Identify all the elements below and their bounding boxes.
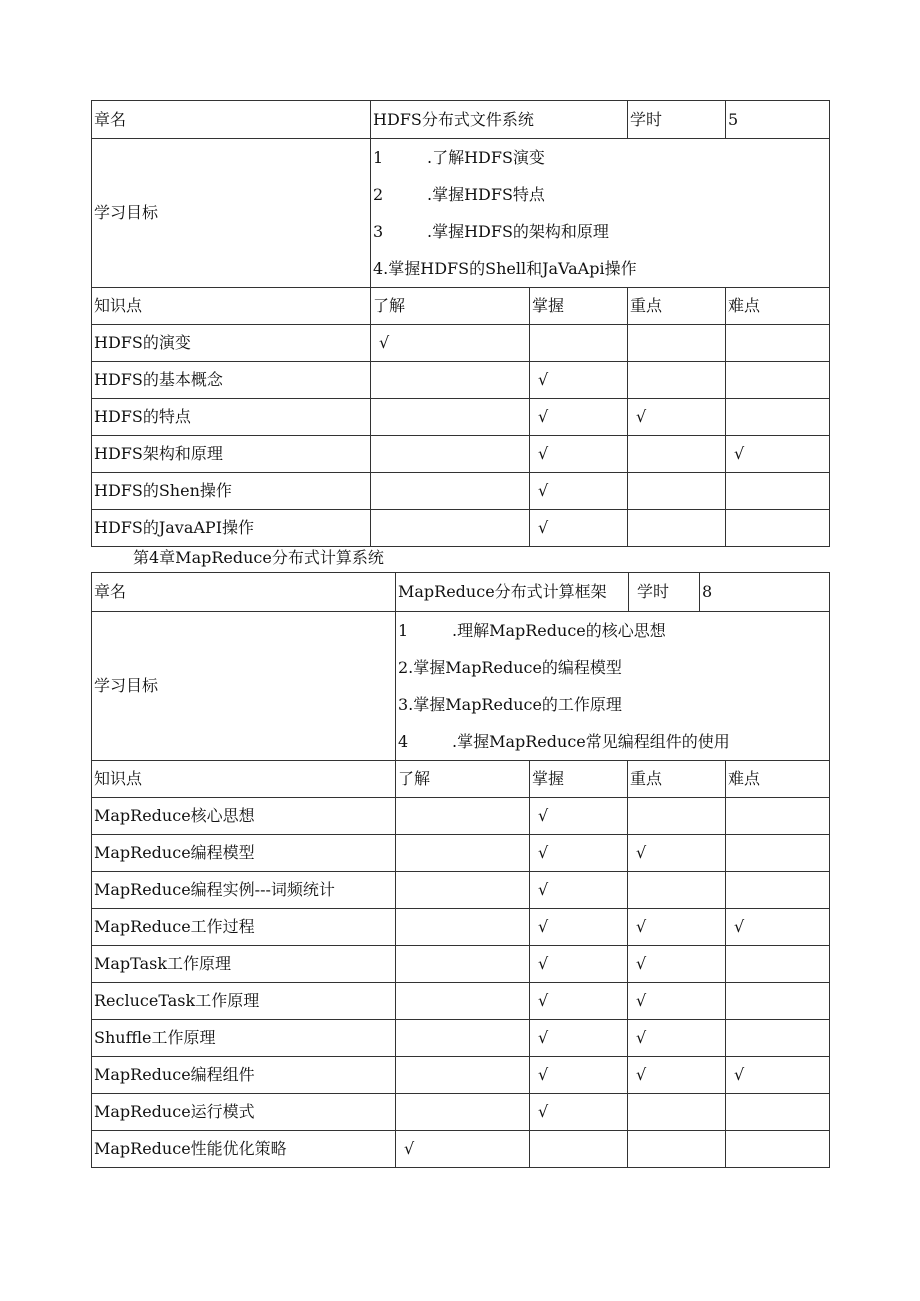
- checkmark: √: [636, 407, 647, 427]
- topic-cell: MapReduce核心思想: [92, 798, 396, 835]
- header-topic: 知识点: [92, 288, 371, 325]
- goal-item: 2.掌握MapReduce的编程模型: [398, 658, 622, 677]
- check-cell: [628, 909, 726, 946]
- chapter-name: HDFS分布式文件系统: [371, 101, 628, 139]
- check-cell: [530, 1020, 628, 1057]
- checkmark: √: [538, 917, 549, 937]
- table-row: [92, 436, 830, 473]
- check-cell: [726, 909, 830, 946]
- check-cell: [530, 798, 628, 835]
- check-cell: [726, 362, 830, 399]
- checkmark: √: [636, 843, 647, 863]
- table-row: [92, 1094, 830, 1131]
- check-cell: [530, 362, 628, 399]
- check-cell: [726, 436, 830, 473]
- check-cell: [371, 325, 530, 362]
- header-topic: 知识点: [92, 761, 396, 798]
- topic-cell: HDFS的基本概念: [92, 362, 371, 399]
- header-row: [92, 288, 830, 325]
- chapter-label: 章名: [92, 573, 396, 612]
- check-cell: [628, 1094, 726, 1131]
- checkmark: √: [538, 481, 549, 501]
- header-understand: 了解: [371, 288, 530, 325]
- goal-item: 4.掌握HDFS的Shell和JaVaApi操作: [373, 259, 637, 278]
- check-cell: [530, 325, 628, 362]
- checkmark: √: [538, 1102, 549, 1122]
- topic-cell: Shuffle工作原理: [92, 1020, 396, 1057]
- header-master: 掌握: [530, 288, 628, 325]
- header-difficult-point: 难点: [726, 288, 830, 325]
- header-row: [92, 761, 830, 798]
- table-row: [92, 325, 830, 362]
- check-cell: [530, 835, 628, 872]
- check-cell: [726, 946, 830, 983]
- check-cell: [726, 872, 830, 909]
- checkmark: √: [538, 1028, 549, 1048]
- check-cell: [628, 798, 726, 835]
- header-master: 掌握: [530, 761, 628, 798]
- checkmark: √: [734, 444, 745, 464]
- table-row: [92, 983, 830, 1020]
- check-cell: [371, 436, 530, 473]
- check-cell: [396, 798, 530, 835]
- check-cell: [396, 983, 530, 1020]
- checkmark: √: [538, 880, 549, 900]
- check-cell: [371, 362, 530, 399]
- goals-cell: [396, 612, 830, 761]
- table-row: [92, 1020, 830, 1057]
- check-cell: [628, 399, 726, 436]
- check-cell: [628, 946, 726, 983]
- goals-label: 学习目标: [92, 612, 396, 761]
- check-cell: [726, 798, 830, 835]
- check-cell: [726, 510, 830, 547]
- check-cell: [530, 1057, 628, 1094]
- check-cell: [726, 983, 830, 1020]
- topic-cell: MapReduce性能优化策略: [92, 1131, 396, 1168]
- check-cell: [628, 473, 726, 510]
- check-cell: [396, 1094, 530, 1131]
- check-cell: [396, 909, 530, 946]
- check-cell: [396, 1057, 530, 1094]
- goal-item: 2 .掌握HDFS特点: [373, 185, 545, 204]
- check-cell: [726, 1094, 830, 1131]
- check-cell: [628, 510, 726, 547]
- table-row: [92, 1057, 830, 1094]
- hours-value: 5: [726, 101, 830, 139]
- table-row: [92, 798, 830, 835]
- check-cell: [396, 835, 530, 872]
- check-cell: [628, 436, 726, 473]
- check-cell: [371, 473, 530, 510]
- topic-cell: MapReduce编程模型: [92, 835, 396, 872]
- checkmark: √: [538, 444, 549, 464]
- table-row: [92, 1131, 830, 1168]
- check-cell: [371, 399, 530, 436]
- check-cell: [530, 872, 628, 909]
- table-row: [92, 909, 830, 946]
- check-cell: [628, 835, 726, 872]
- checkmark: √: [538, 370, 549, 390]
- check-cell: [726, 1020, 830, 1057]
- topic-cell: MapTask工作原理: [92, 946, 396, 983]
- checkmark: √: [538, 991, 549, 1011]
- checkmark: √: [636, 1028, 647, 1048]
- check-cell: [726, 1057, 830, 1094]
- check-cell: [530, 1131, 628, 1168]
- checkmark: √: [379, 333, 390, 353]
- table-row: [92, 362, 830, 399]
- checkmark: √: [538, 407, 549, 427]
- checkmark: √: [734, 1065, 745, 1085]
- check-cell: [530, 1094, 628, 1131]
- goal-item: 1 .理解MapReduce的核心思想: [398, 621, 666, 640]
- topic-cell: MapReduce工作过程: [92, 909, 396, 946]
- hours-value: 8: [702, 582, 713, 602]
- header-key-point: 重点: [628, 761, 726, 798]
- checkmark: √: [538, 806, 549, 826]
- checkmark: √: [636, 954, 647, 974]
- topic-cell: HDFS的JavaAPI操作: [92, 510, 371, 547]
- hours-label: 学时: [629, 573, 700, 611]
- check-cell: [726, 1131, 830, 1168]
- table-row: [92, 872, 830, 909]
- check-cell: [628, 362, 726, 399]
- check-cell: [628, 1131, 726, 1168]
- topic-cell: HDFS的Shen操作: [92, 473, 371, 510]
- table-row: [92, 510, 830, 547]
- check-cell: [530, 983, 628, 1020]
- goals-cell: [371, 139, 830, 288]
- check-cell: [530, 436, 628, 473]
- checkmark: √: [636, 991, 647, 1011]
- chapter-4-caption: 第4章MapReduce分布式计算系统: [133, 548, 384, 567]
- topic-cell: HDFS架构和原理: [92, 436, 371, 473]
- check-cell: [396, 1131, 530, 1168]
- check-cell: [628, 1057, 726, 1094]
- checkmark: √: [538, 1065, 549, 1085]
- check-cell: [396, 1020, 530, 1057]
- checkmark: √: [636, 917, 647, 937]
- check-cell: [396, 872, 530, 909]
- topic-cell: MapReduce运行模式: [92, 1094, 396, 1131]
- table-row: [92, 946, 830, 983]
- checkmark: √: [538, 518, 549, 538]
- check-cell: [371, 510, 530, 547]
- header-understand: 了解: [396, 761, 530, 798]
- topic-cell: HDFS的演变: [92, 325, 371, 362]
- check-cell: [628, 325, 726, 362]
- check-cell: [530, 510, 628, 547]
- checkmark: √: [538, 843, 549, 863]
- checkmark: √: [734, 917, 745, 937]
- mapreduce-chapter-table: [91, 572, 830, 1168]
- header-key-point: 重点: [628, 288, 726, 325]
- topic-cell: RecluceTask工作原理: [92, 983, 396, 1020]
- checkmark: √: [538, 954, 549, 974]
- topic-cell: MapReduce编程组件: [92, 1057, 396, 1094]
- check-cell: [530, 909, 628, 946]
- check-cell: [396, 946, 530, 983]
- goal-item: 3.掌握MapReduce的工作原理: [398, 695, 622, 714]
- hours-label: 学时: [628, 101, 726, 139]
- chapter-label: 章名: [92, 101, 371, 139]
- header-difficult-point: 难点: [726, 761, 830, 798]
- check-cell: [530, 946, 628, 983]
- check-cell: [726, 473, 830, 510]
- topic-cell: HDFS的特点: [92, 399, 371, 436]
- goal-item: 1 .了解HDFS演变: [373, 148, 545, 167]
- check-cell: [530, 473, 628, 510]
- topic-cell: MapReduce编程实例---词频统计: [92, 872, 396, 909]
- checkmark: √: [636, 1065, 647, 1085]
- goal-item: 4 .掌握MapReduce常见编程组件的使用: [398, 732, 730, 751]
- hdfs-chapter-table: [91, 100, 830, 547]
- check-cell: [628, 983, 726, 1020]
- table-row: [92, 835, 830, 872]
- goal-item: 3 .掌握HDFS的架构和原理: [373, 222, 609, 241]
- goals-label: 学习目标: [92, 139, 371, 288]
- check-cell: [726, 835, 830, 872]
- chapter-name: MapReduce分布式计算框架 学时 8: [396, 573, 830, 612]
- table-row: [92, 399, 830, 436]
- check-cell: [726, 399, 830, 436]
- check-cell: [726, 325, 830, 362]
- table-row: [92, 473, 830, 510]
- check-cell: [628, 872, 726, 909]
- check-cell: [628, 1020, 726, 1057]
- checkmark: √: [404, 1139, 415, 1159]
- check-cell: [530, 399, 628, 436]
